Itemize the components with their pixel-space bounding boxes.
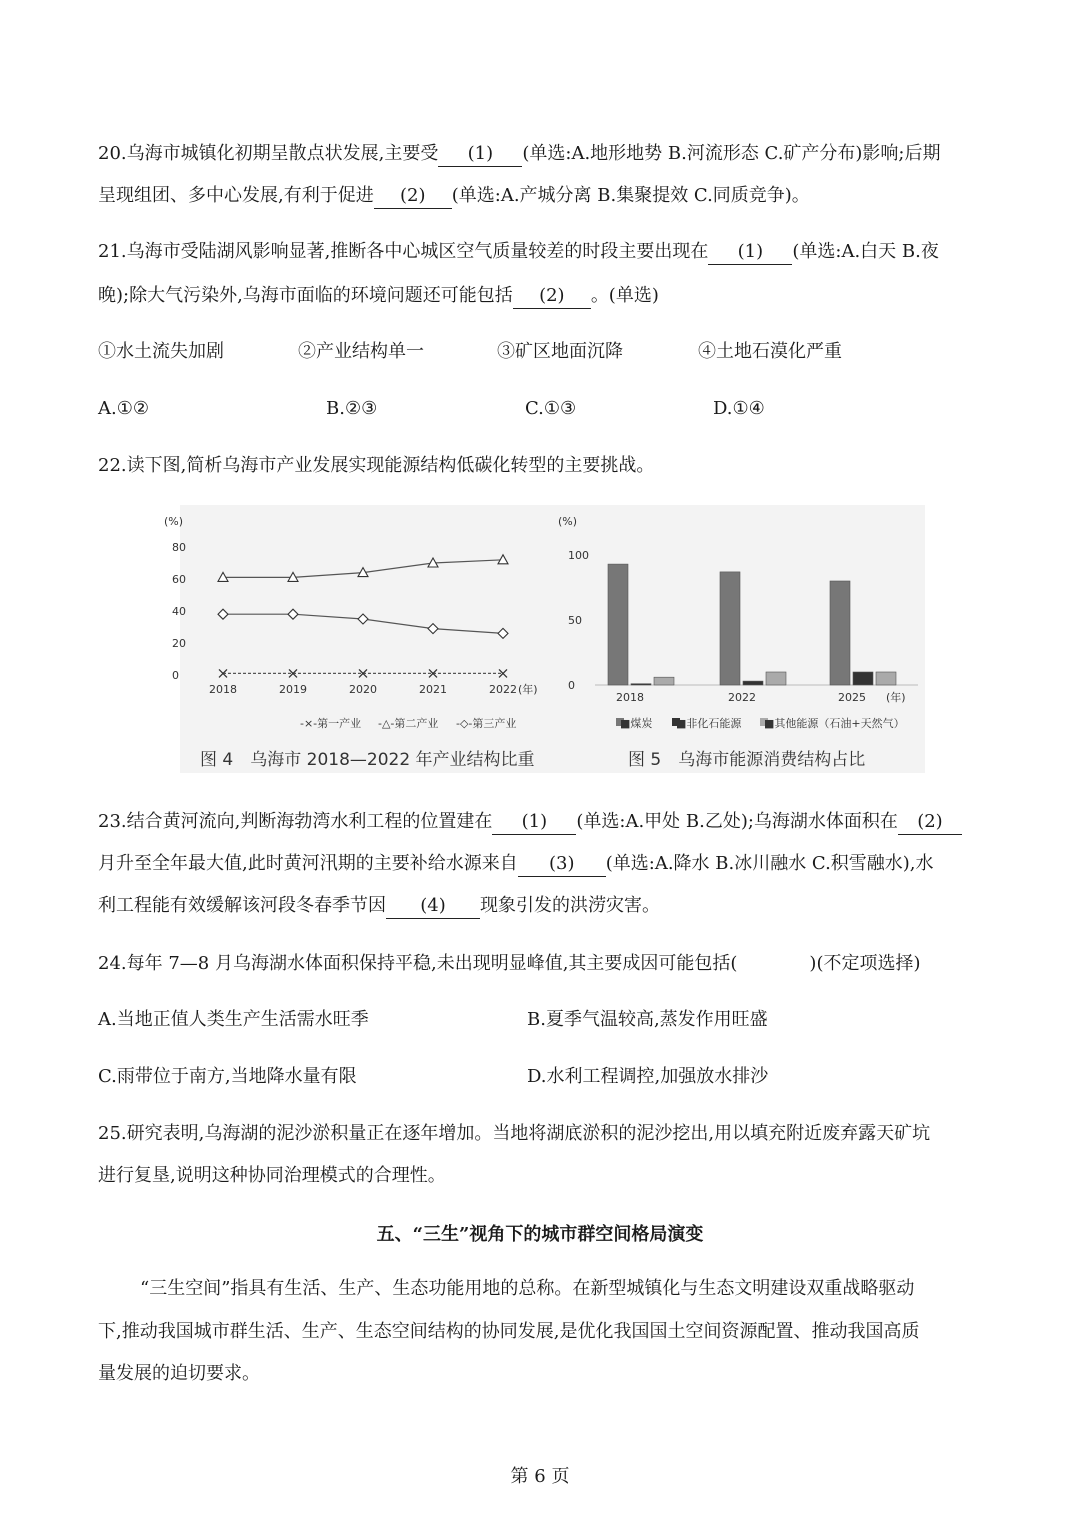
q20-blank-1[interactable]: (1): [438, 142, 522, 167]
q20-text-d: (单选:A.产城分离 B.集聚提效 C.同质竞争)。: [451, 185, 810, 206]
q20-blank-2[interactable]: (2): [374, 184, 452, 209]
q24-option-c[interactable]: C.雨带位于南方,当地降水量有限: [98, 1066, 357, 1087]
c2-bar-2022-2: [743, 681, 763, 685]
figure-charts: [164, 505, 925, 773]
c2-xlabel: (年): [886, 691, 906, 704]
q21-item-3: ③矿区地面沉降: [497, 341, 623, 362]
c2-title: 图 5 乌海市能源消费结构占比: [628, 750, 866, 770]
section-para-line-2: 下,推动我国城市群生活、生产、生态空间结构的协同发展,是优化我国国土空间资源配置、推动我国高质: [98, 1321, 920, 1342]
q21-line-1: [98, 240, 939, 265]
q20-line-1: [98, 142, 941, 167]
q21-option-a[interactable]: A.①②: [98, 398, 149, 419]
c1-yticks: [172, 541, 186, 682]
c1-xticks: [209, 683, 517, 696]
c2-bar-2022-3: [766, 672, 786, 685]
q23-blank-2[interactable]: (2): [898, 810, 962, 835]
q21-option-b[interactable]: B.②③: [326, 398, 378, 419]
c2-bar-2018-3: [654, 677, 674, 685]
q21-text-d: 。(单选): [590, 285, 659, 306]
c1-point-tertiary: [218, 609, 228, 619]
c2-yticks: [568, 549, 589, 692]
c1-ytick-label: 40: [172, 605, 186, 618]
c2-bar-2018-2: [631, 684, 651, 685]
c1-ytick-label: 80: [172, 541, 186, 554]
c1-legend-1: -×-第一产业: [300, 717, 362, 730]
q23-text-c: 月升至全年最大值,此时黄河汛期的主要补给水源来自: [98, 853, 518, 874]
c1-ytick-label: 0: [172, 669, 179, 682]
c1-ytick-label: 60: [172, 573, 186, 586]
q21-text-b: (单选:A.白天 B.夜: [792, 241, 939, 262]
section-para-line-1: “三生空间”指具有生活、生产、生态功能用地的总称。在新型城镇化与生态文明建设双重战略驱动: [140, 1278, 915, 1299]
c2-ylabel: (%): [558, 515, 578, 528]
q21-blank-1[interactable]: (1): [708, 240, 792, 265]
q23-text-b: (单选:A.甲处 B.乙处);乌海湖水体面积在: [576, 811, 898, 832]
c1-point-tertiary: [288, 609, 298, 619]
q24-option-a[interactable]: A.当地正值人类生产生活需水旺季: [98, 1009, 369, 1030]
section-title: 五、“三生”视角下的城市群空间格局演变: [376, 1224, 704, 1245]
c1-point-tertiary: [498, 628, 508, 638]
c2-bar-2025-3: [876, 672, 896, 685]
q23-line-1: [98, 810, 962, 835]
q21-option-d[interactable]: D.①④: [713, 398, 765, 419]
q21-line-2: [98, 284, 659, 309]
q21-item-2: ②产业结构单一: [298, 341, 424, 362]
c1-legend-2: -△-第二产业: [378, 717, 439, 730]
c1-legend-3: -◇-第三产业: [456, 717, 517, 730]
q23-text-e: 利工程能有效缓解该河段冬春季节因: [98, 895, 386, 916]
q23-text-d: (单选:A.降水 B.冰川融水 C.积雪融水),水: [605, 853, 934, 874]
q21-option-c[interactable]: C.①③: [525, 398, 577, 419]
q21-text-c: 晚);除大气污染外,乌海市面临的环境问题还可能包括: [98, 285, 513, 306]
q23-line-3: [98, 894, 660, 919]
q23-text-a: 23.结合黄河流向,判断海勃湾水利工程的位置建在: [98, 811, 493, 832]
q20-text-c: 呈现组团、多中心发展,有利于促进: [98, 185, 374, 206]
q22-text: 22.读下图,简析乌海市产业发展实现能源结构低碳化转型的主要挑战。: [98, 455, 655, 476]
c2-xtick-label: 2025: [838, 691, 866, 704]
q21-item-1: ①水土流失加剧: [98, 341, 224, 362]
c2-bars: [608, 564, 896, 685]
c2-ytick-label: 100: [568, 549, 589, 562]
q24-option-b[interactable]: B.夏季气温较高,蒸发作用旺盛: [527, 1009, 768, 1030]
c2-bar-2025-2: [853, 672, 873, 685]
q20-line-2: [98, 184, 810, 209]
q20-text-b: (单选:A.地形地势 B.河流形态 C.矿产分布)影响;后期: [522, 143, 941, 164]
c2-legend-2: ■非化石能源: [676, 717, 742, 730]
c2-xticks: [616, 691, 866, 704]
c2-legend-1: ■煤炭: [620, 717, 653, 730]
q20-text-a: 20.乌海市城镇化初期呈散点状发展,主要受: [98, 143, 439, 164]
c1-xlabel: (年): [518, 683, 538, 696]
q21-text-a: 21.乌海市受陆湖风影响显著,推断各中心城区空气质量较差的时段主要出现在: [98, 241, 709, 262]
c2-ytick-label: 50: [568, 614, 582, 627]
c2-xtick-label: 2018: [616, 691, 644, 704]
c1-title: 图 4 乌海市 2018—2022 年产业结构比重: [200, 750, 535, 770]
q23-text-f: 现象引发的洪涝灾害。: [480, 895, 660, 916]
q21-item-4: ④土地石漠化严重: [698, 341, 842, 362]
c1-point-tertiary: [428, 624, 438, 634]
c2-bar-2025-1: [830, 581, 850, 685]
q23-blank-1[interactable]: (1): [492, 810, 576, 835]
q24-option-d[interactable]: D.水利工程调控,加强放水排沙: [527, 1066, 769, 1087]
c1-xtick-label: 2018: [209, 683, 237, 696]
q23-blank-3[interactable]: (3): [518, 852, 606, 877]
charts-svg: [164, 505, 925, 773]
q23-blank-4[interactable]: (4): [386, 894, 480, 919]
q25-line-2: 进行复垦,说明这种协同治理模式的合理性。: [98, 1165, 446, 1186]
section-para-line-3: 量发展的迫切要求。: [98, 1363, 260, 1384]
c1-point-secondary: [498, 555, 508, 564]
q21-blank-2[interactable]: (2): [513, 284, 591, 309]
q24-text: 24.每年 7—8 月乌海湖水体面积保持平稳,未出现明显峰值,其主要成因可能包括( )(不定项选择): [98, 953, 921, 974]
c1-xtick-label: 2019: [279, 683, 307, 696]
page-number: 第 6 页: [510, 1466, 570, 1487]
c1-point-tertiary: [358, 614, 368, 624]
c1-xtick-label: 2020: [349, 683, 377, 696]
c1-xtick-label: 2021: [419, 683, 447, 696]
c1-ytick-label: 20: [172, 637, 186, 650]
c2-bar-2022-1: [720, 572, 740, 685]
c2-legend-3: ■其他能源（石油+天然气）: [764, 717, 905, 730]
q25-line-1: 25.研究表明,乌海湖的泥沙淤积量正在逐年增加。当地将湖底淤积的泥沙挖出,用以填充附近废弃露天矿坑: [98, 1123, 931, 1144]
c1-xtick-label: 2022: [489, 683, 517, 696]
c1-ylabel: (%): [164, 515, 184, 528]
c2-ytick-label: 0: [568, 679, 575, 692]
c1-series: [218, 555, 508, 678]
c2-bar-2018-1: [608, 564, 628, 685]
q23-line-2: [98, 852, 934, 877]
c2-xtick-label: 2022: [728, 691, 756, 704]
